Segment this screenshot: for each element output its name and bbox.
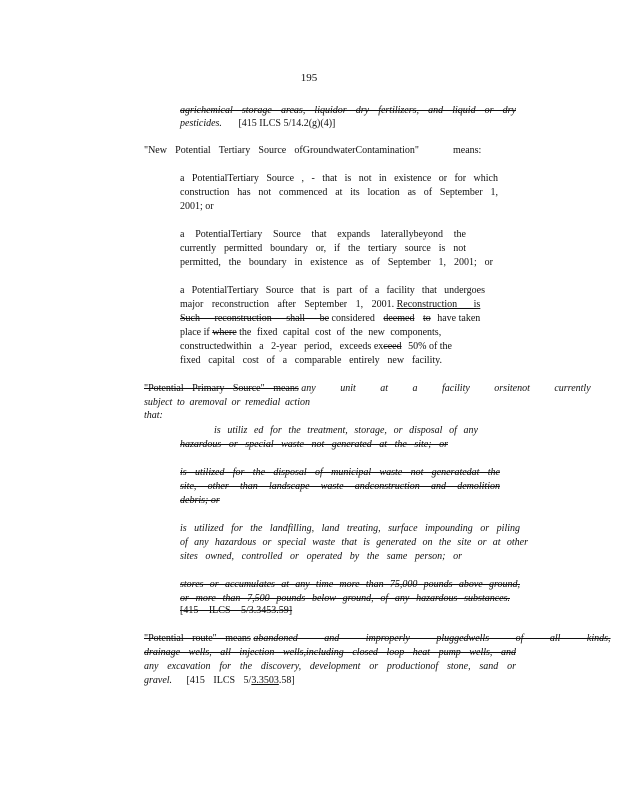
page-number: 195 [300, 72, 318, 84]
pr-citation-b: .58] [278, 675, 295, 686]
fixed-capital-cost: the fixed capital cost of the new components, [239, 327, 442, 338]
nptsgc-item1-line1: a PotentialTertiary Source , - that is not in existence or for which [180, 173, 498, 184]
gravel-word: gravel. [144, 675, 173, 686]
where-struck: where [212, 327, 237, 338]
nptsgc-item2-line2: currently permitted boundary or, if the tertiary source is not [180, 243, 466, 254]
pps-b-line1: is utilized for the disposal of municipal waste not generatedat the [180, 467, 500, 478]
pps-a-line2: hazardous or special waste not generated at the site; or [180, 439, 448, 450]
pps-d-line1: stores or accumulates at any time more than 75,000 pounds above ground, [180, 579, 520, 590]
pr-citation-a: [415 ILCS 5/ [186, 675, 252, 686]
pps-d-line2: or more than 7,500 pounds below ground, of any hazardous substances. [180, 593, 510, 604]
such-reconstruction-struck: Such reconstruction shall be [180, 313, 330, 324]
nptsgc-term: "New Potential Tertiary Source ofGroundwaterContamination" [144, 145, 419, 156]
pps-a-line1: is utiliz ed for the treatment, storage, or disposal of any [214, 425, 478, 436]
pr-line1 [144, 632, 611, 645]
reconstruction-inserted: Reconstruction is [396, 299, 481, 310]
pr-citation-inserted: 3.3503 [251, 675, 279, 686]
ceed-struck: ceed [383, 341, 402, 352]
pps-c-line3: sites owned, controlled or operated by the same person; or [180, 551, 462, 562]
pr-term: "Potential route" means [144, 633, 251, 644]
nptsgc-item1-line3: 2001; or [180, 201, 214, 212]
pps-b-line3: debris; or [180, 495, 220, 506]
agrichemical-line: agrichemical storage areas, liquidor dry fertilizers, and liquid or dry [180, 105, 516, 116]
nptsgc-item3-line6: fixed capital cost of a comparable entirely new facility. [180, 355, 442, 366]
nptsgc-item3-line5 [180, 340, 452, 353]
pps-line2: subject to aremoval or remedial action that: [144, 397, 310, 421]
pr-line1-rest: abandoned and improperly pluggedwells of all kinds, [253, 633, 611, 644]
deemed-struck: deemed [383, 313, 415, 324]
considered-word: considered [331, 313, 375, 324]
nptsgc-item1-line2: construction has not commenced at its location as of September 1, [180, 187, 498, 198]
nptsgc-item3-line4 [180, 326, 441, 339]
constructed-within: constructedwithin a 2-year period, exceeds [180, 341, 372, 352]
place-if: place if [180, 327, 210, 338]
nptsgc-item3-line2 [180, 298, 480, 311]
have-taken: have taken [437, 313, 481, 324]
pps-line1-rest: any unit at a facility orsitenot currently [301, 383, 591, 394]
nptsgc-means: means: [453, 145, 482, 156]
pps-c-line2: of any hazardous or special waste that is generated on the site or at other [180, 537, 528, 548]
pr-line2: drainage wells, all injection wells,including closed loop heat pump wells, and [144, 647, 516, 658]
pps-term: "Potential Primary Source" means [144, 383, 299, 394]
citation-14-2: [415 ILCS 5/14.2(g)(4)] [238, 118, 336, 129]
pr-line3: any excavation for the discovery, development or productionof stone, sand or [144, 661, 516, 672]
pps-c-line1: is utilized for the landfilling, land treating, surface impounding or piling [180, 523, 520, 534]
fifty-percent: 50% of the [408, 341, 452, 352]
to-struck: to [422, 313, 431, 324]
nptsgc-item2-line1: a PotentialTertiary Source that expands laterallybeyond the [180, 229, 466, 240]
pps-b-line2: site, other than landscape waste andconstruction and demolition [180, 481, 500, 492]
exceeds-ex: ex [373, 341, 384, 352]
pps-citation: [415 ILCS 5/3.3453.59] [180, 605, 293, 616]
pps-line1 [144, 382, 591, 395]
reconstruction-plain: major reconstruction after September 1, 2001. [180, 299, 395, 310]
nptsgc-item2-line3: permitted, the boundary in existence as of September 1, 2001; or [180, 257, 493, 268]
pr-line4 [144, 674, 295, 687]
pesticides-word: pesticides. [180, 118, 222, 129]
pesticides-line [180, 117, 335, 130]
nptsgc-item3-line1: a PotentialTertiary Source that is part of a facility that undergoes [180, 285, 485, 296]
nptsgc-item3-line3 [180, 312, 480, 325]
